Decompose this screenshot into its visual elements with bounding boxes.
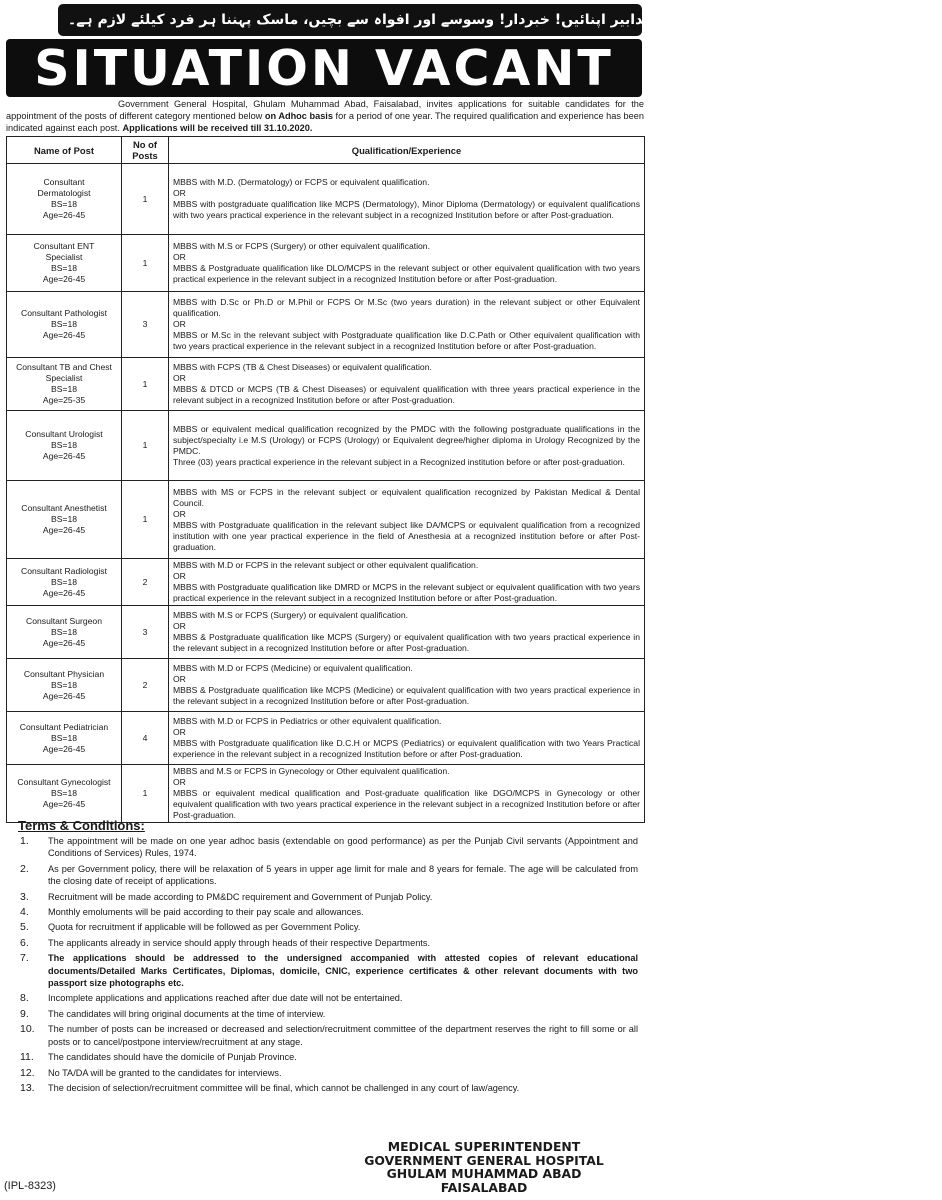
post-name-line: BS=18 [50,263,78,273]
qualification-cell [169,481,645,559]
post-name-cell [7,765,122,823]
urdu-banner-title: کورونا وائرس [825,10,942,30]
qualification-line: MBBS with Postgraduate qualification like D.C.H or MCPS (Pediatrics) or equivalent qualification with two Years Practical experience in the relevant subject in a recognized Institution before or after Post-graduation. [173,738,640,759]
table-row [7,292,645,358]
term-number: 3. [20,890,29,903]
post-count-cell: 4 [122,712,169,765]
post-name-line: BS=18 [50,514,78,524]
qualification-line: MBBS with D.Sc or Ph.D or M.Phil or FCPS Or M.Sc (two years duration) in the relevant subject or other Equivalent qualification. [173,297,640,318]
qualification-line: MBBS with MS or FCPS in the relevant subject or equivalent qualification recognized by Pakistan Medical & Dental Council. [173,486,640,508]
term-item [6,863,638,888]
term-number: 11. [20,1051,34,1064]
post-name-line: Consultant Surgeon [26,615,102,626]
post-name-cell [7,559,122,606]
post-name-line: BS=18 [50,679,78,690]
qualification-line: OR [173,621,186,631]
term-text: Recruitment will be made according to PM&DC requirement and Government of Punjab Policy. [48,891,433,902]
table-row [7,481,645,559]
term-text: The candidates should have the domicile of Punjab Province. [48,1052,297,1063]
post-name-line: BS=18 [50,732,78,743]
term-item [6,1008,638,1020]
post-name-cell [7,164,122,235]
table-row [7,164,645,235]
term-item [6,835,638,860]
post-name-cell [7,411,122,481]
post-name-cell [7,606,122,659]
post-name-line: Age=26-45 [42,451,86,461]
posts-table-body [7,164,645,823]
post-name-line: BS=18 [50,788,78,798]
qualification-line: MBBS with M.D. (Dermatology) or FCPS or equivalent qualification. [173,177,430,187]
term-number: 4. [20,906,29,919]
qualification-cell [169,606,645,659]
qualification-cell [169,164,645,235]
qualification-cell [169,659,645,712]
term-number: 13. [20,1081,35,1094]
term-text: The appointment will be made on one year adhoc basis (extendable on good performance) as per the Punjab Civil servants (Appointment and Conditions of Services) Rules, 1974. [48,836,638,859]
post-count-cell: 1 [122,164,169,235]
header-name-of-post: Name of Post [7,137,122,164]
term-number: 1. [20,835,29,847]
term-text: The applicants already in service should apply through heads of their respective Departments. [48,937,431,948]
qualification-cell [169,358,645,411]
signature-line-1: MEDICAL SUPERINTENDENT [387,1139,581,1154]
intro-bold-1: on Adhoc basis [264,111,333,121]
post-name-line: BS=18 [50,440,78,450]
term-item [6,937,638,949]
post-name-line: Consultant Pathologist [21,308,107,318]
post-name-line: Age=26-45 [42,210,86,220]
header-qualification: Qualification/Experience [169,137,645,164]
posts-table [6,136,645,823]
header-posts-line2: Posts [132,150,158,161]
qualification-line: MBBS with M.D or FCPS (Medicine) or equivalent qualification. [173,663,413,673]
post-name-line: Consultant Gynecologist [17,777,111,787]
qualification-line: OR [173,777,186,787]
table-row [7,659,645,712]
term-item [6,1051,638,1063]
term-item [6,952,638,989]
qualification-line: MBBS with FCPS (TB & Chest Diseases) or equivalent qualification. [173,362,432,372]
term-item [6,1023,638,1048]
urdu-covid-banner [58,4,942,36]
qualification-line: OR [173,727,186,737]
urdu-banner-text: گھبرائیں نہیں، احتیاطی تدابیر اپنائیں! خبردار! وسوسے اور افواہ سے بچیں، ماسک پہننا ہر فرد کیلئے لازم ہے۔ [68,12,820,28]
intro-text-2: for a period of one year. The required qualification and experience has been indicated against each post. [6,111,644,133]
table-row [7,559,645,606]
post-name-cell [7,358,122,411]
post-name-line: Specialist [45,373,83,383]
post-name-line: Age=26-45 [42,274,86,284]
term-item [6,906,638,918]
post-count-cell: 3 [122,606,169,659]
qualification-line: MBBS & Postgraduate qualification like MCPS (Medicine) or equivalent qualification with two years practical experience in the relevant subject in a recognized Institution before or after Post-graduation. [173,685,640,706]
header-no-of-posts [122,137,169,164]
term-item [6,1067,638,1079]
term-item [6,992,638,1004]
table-row [7,235,645,292]
intro-paragraph [6,98,644,134]
term-text: No TA/DA will be granted to the candidates for interviews. [48,1067,282,1078]
post-name-line: Age=26-45 [42,690,86,701]
term-text: Incomplete applications and applications reached after due date will not be entertained. [48,993,403,1004]
header-posts-line1: No of [133,139,157,150]
qualification-line: MBBS with M.S or FCPS (Surgery) or other equivalent qualification. [173,241,430,251]
qualification-line: MBBS with M.S or FCPS (Surgery) or equivalent qualification. [173,610,408,620]
qualification-line: MBBS with Postgraduate qualification in the relevant subject like DA/MCPS or equivalent qualification from a recognized institution with one year practical experience in the field of Anesthesia at a recognized institution before or after Post-graduation. [173,519,640,552]
post-count-cell: 1 [122,235,169,292]
post-name-line: Dermatologist [37,188,91,198]
term-number: 6. [20,936,29,949]
qualification-line: Three (03) years practical experience in the relevant subject in a Recognized institution before or after post-graduation. [173,456,625,467]
signature-line-3: GHULAM MUHAMMAD ABAD [386,1166,582,1181]
ipl-code: (IPL-8323) [4,1180,56,1192]
post-name-line: Age=25-35 [42,395,86,405]
term-text: As per Government policy, there will be relaxation of 5 years in upper age limit for male and 8 years for female. The age will be calculated from the closing date of receipt of applications. [48,863,638,887]
post-name-line: BS=18 [50,319,78,329]
table-row [7,411,645,481]
term-number: 9. [20,1007,29,1020]
post-name-line: Age=26-45 [42,587,86,598]
page-title: SITUATION VACANT [6,39,642,97]
post-name-line: Consultant Radiologist [21,565,107,576]
qualification-line: MBBS with M.D or FCPS in the relevant subject or other equivalent qualification. [173,560,479,570]
post-count-cell: 1 [122,358,169,411]
qualification-cell [169,765,645,823]
qualification-cell [169,235,645,292]
post-name-cell [7,292,122,358]
post-count-cell: 3 [122,292,169,358]
intro-text-1: Government General Hospital, Ghulam Muhammad Abad, Faisalabad, invites applications for suitable candidates for the appointment of the posts of different category mentioned below [6,99,644,121]
term-number: 7. [20,952,29,965]
qualification-cell [169,559,645,606]
term-text: The decision of selection/recruitment committee will be final, which cannot be challenged in any court of law/agency. [48,1082,520,1093]
post-name-line: Consultant Physician [23,668,105,679]
qualification-line: MBBS & Postgraduate qualification like MCPS (Surgery) or equivalent qualification with two years practical experience in the relevant subject in a recognized Institution before or after Post-graduation. [173,632,640,653]
qualification-line: OR [173,571,186,581]
post-name-cell [7,659,122,712]
post-name-line: BS=18 [50,576,78,587]
post-name-line: Consultant Pediatrician [19,721,109,732]
term-number: 5. [20,921,29,934]
qualification-line: MBBS and M.S or FCPS in Gynecology or Other equivalent qualification. [173,766,450,776]
post-count-cell: 2 [122,559,169,606]
table-row [7,358,645,411]
terms-title: Terms & Conditions: [18,818,145,833]
table-row [7,606,645,659]
qualification-line: MBBS & Postgraduate qualification like DLO/MCPS in the relevant subject or other equivalent qualification with two years practical experience in the relevant subject in a recognized Institution before or after Post-graduation. [173,263,640,284]
term-text: Quota for recruitment if applicable will be followed as per Government Policy. [48,922,361,933]
post-count-cell: 1 [122,481,169,559]
post-name-line: Consultant Urologist [25,429,103,439]
qualification-line: MBBS or M.Sc in the relevant subject with Postgraduate qualification like D.C.Path or Other equivalent qualification with two years practical experience in the relevant subject in a recognized Institution before or after Post-graduation. [173,330,640,351]
post-name-line: Age=26-45 [42,743,86,754]
qualification-cell [169,411,645,481]
term-text: The number of posts can be increased or decreased and selection/recruitment committee of the department reserves the right to fill some or all posts or to cancel/postpone interview/recruitment at any stage. [48,1024,638,1047]
term-text: Monthly emoluments will be paid according to their pay scale and allowances. [48,907,364,918]
signature-block [349,1140,619,1194]
qualification-line: OR [173,188,186,198]
post-name-line: Age=26-45 [42,799,86,809]
qualification-line: OR [173,674,186,684]
table-header-row [7,137,645,164]
term-number: 2. [20,862,29,875]
term-item [6,891,638,903]
qualification-line: OR [173,319,186,329]
qualification-line: OR [173,373,186,383]
term-text: The candidates will bring original documents at the time of interview. [48,1008,326,1019]
post-name-line: Consultant [43,177,85,187]
post-name-line: Age=26-45 [42,637,86,648]
qualification-line: MBBS & DTCD or MCPS (TB & Chest Diseases) or equivalent qualification with three years practical experience in the relevant subject in a recognized Institution before or after Post-graduation. [173,384,640,405]
qualification-line: MBBS or equivalent medical qualification recognized by the PMDC with the following postgraduate qualifications in the subject/specialty i.e M.S (Urology) or FCPS (Urology) or Equivalent degree/higher diploma in Urology Recognized by the PMDC. [173,423,640,456]
post-count-cell: 2 [122,659,169,712]
post-name-cell [7,712,122,765]
term-number: 12. [20,1066,35,1079]
post-name-line: BS=18 [50,199,78,209]
post-name-cell [7,481,122,559]
qualification-line: MBBS with M.D or FCPS in Pediatrics or other equivalent qualification. [173,716,442,726]
terms-list [6,835,638,1097]
term-number: 8. [20,992,29,1005]
qualification-cell [169,712,645,765]
post-name-line: BS=18 [50,626,78,637]
intro-bold-2: Applications will be received till 31.10.2020. [122,123,313,133]
post-name-line: Age=26-45 [42,525,86,535]
signature-line-2: GOVERNMENT GENERAL HOSPITAL [364,1152,604,1168]
qualification-line: OR [173,252,186,262]
qualification-cell [169,292,645,358]
post-name-line: Consultant Anesthetist [21,503,107,513]
post-name-line: Specialist [45,252,83,262]
post-name-line: Age=26-45 [42,330,86,340]
signature-line-4: FAISALABAD [440,1179,528,1195]
table-row [7,765,645,823]
qualification-line: MBBS with Postgraduate qualification like DMRD or MCPS in the relevant subject or equivalent qualification with two years practical experience in the relevant subject in a recognized Institution before or after Post-graduation. [173,582,640,603]
term-item [6,921,638,933]
qualification-line: MBBS or equivalent medical qualification and Post-graduate qualification like DGO/MCPS in Gynecology or other equivalent qualification with two years practical experience in the relevant subject in a recognized Institution before or after Post-graduation. [173,788,640,820]
term-item [6,1082,638,1094]
post-name-line: Consultant ENT [33,241,95,251]
term-text: The applications should be addressed to the undersigned accompanied with attested copies of relevant educational documents/Detailed Marks Certificates, Diplomas, domicile, CNIC, experience certificates & other relevant documents with two passport size photographs etc. [48,953,638,989]
qualification-line: MBBS with postgraduate qualification like MCPS (Dermatology), Minor Diploma (Dermatology) or equivalent qualifications with two years practical experience in the relevant subject in a recognized Institution before or after Post-graduation. [173,199,640,220]
qualification-line: OR [173,508,186,519]
post-name-line: Consultant TB and Chest [16,362,112,372]
post-name-line: BS=18 [50,384,78,394]
post-name-cell [7,235,122,292]
table-row [7,712,645,765]
post-count-cell: 1 [122,411,169,481]
post-count-cell: 1 [122,765,169,823]
term-number: 10. [20,1023,35,1036]
